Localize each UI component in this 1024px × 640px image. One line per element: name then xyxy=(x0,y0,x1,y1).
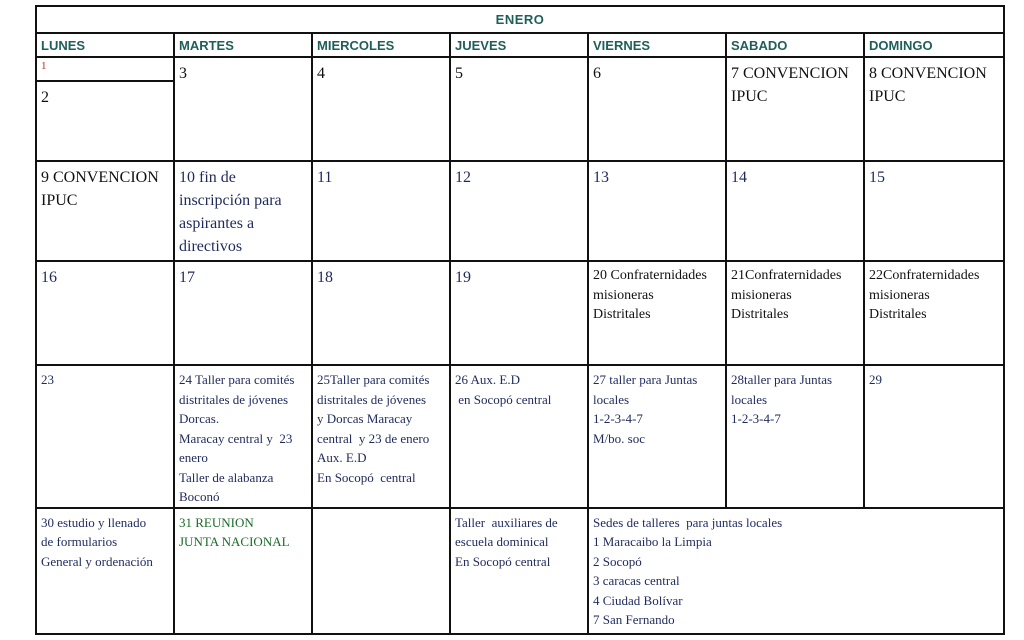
day-cell-25-line: central y 23 de enero xyxy=(317,430,430,446)
day-cell-4: 4 xyxy=(312,57,450,161)
day-header-tuesday: MARTES xyxy=(174,33,312,57)
day-cell-8-line: 8 CONVENCION xyxy=(869,65,987,82)
day-2-label: 2 xyxy=(41,89,49,106)
day-cell-25-line: 25Taller para comités xyxy=(317,372,430,387)
day-cell-7-line: IPUC xyxy=(731,88,768,105)
day-cell-9 xyxy=(36,161,174,261)
venues-line: Sedes de talleres para juntas locales xyxy=(593,514,783,530)
day-cell-9-line: IPUC xyxy=(41,192,78,209)
day-cell-22-line: Distritales xyxy=(869,307,927,322)
day-cell-27-line: 27 taller para Juntas xyxy=(593,372,698,387)
day-cell-28-line: 1-2-3-4-7 xyxy=(731,411,781,426)
venues-line: 4 Ciudad Bolívar xyxy=(593,592,683,608)
workshop-line: Taller auxiliares de xyxy=(455,514,558,530)
day-cell-25 xyxy=(312,365,450,508)
day-cell-26-line: en Socopó central xyxy=(455,391,552,407)
day-cell-10-line: aspirantes a xyxy=(179,215,255,232)
workshop-venues-cell xyxy=(588,508,1004,635)
day-cell-25-line: Aux. E.D xyxy=(317,450,367,465)
day-cell-28-line: locales xyxy=(731,391,768,407)
day-cell-24-line: distritales de jóvenes xyxy=(179,391,289,407)
day-cell-29-line: 29 xyxy=(869,372,882,387)
day-cell-26 xyxy=(450,365,588,508)
day-cell-14: 14 xyxy=(726,161,864,261)
day-cell-24-line: Boconó xyxy=(179,489,220,504)
day-cell-27-line: M/bo. soc xyxy=(593,430,645,446)
day-cell-24 xyxy=(174,365,312,508)
day-cell-21-line: 21Confraternidades xyxy=(731,268,842,283)
day-cell-31 xyxy=(174,508,312,635)
day-cell-22-line: misioneras xyxy=(869,287,930,303)
day-cell-7-line: 7 CONVENCION xyxy=(731,65,849,82)
day-cell-21 xyxy=(726,261,864,365)
day-cell-30 xyxy=(36,508,174,635)
day-cell-25-line: En Socopó central xyxy=(317,469,416,485)
venues-line: 2 Socopó xyxy=(593,553,642,569)
day-cell-24-line: Maracay central y 23 xyxy=(179,430,293,446)
day-cell-3: 3 xyxy=(174,57,312,161)
day-cell-7 xyxy=(726,57,864,161)
day-cell-24-line: Dorcas. xyxy=(179,411,220,426)
day-cell-20-line: misioneras xyxy=(593,287,654,303)
day-cell-8-line: IPUC xyxy=(869,88,906,105)
day-cell-24-line: Taller de alabanza xyxy=(179,469,274,485)
calendar-table xyxy=(35,5,1005,635)
day-header-wednesday: MIERCOLES xyxy=(312,33,450,57)
day-cell-5: 5 xyxy=(450,57,588,161)
day-cell-28-line: 28taller para Juntas xyxy=(731,372,833,387)
day-cell-29 xyxy=(864,365,1004,508)
day-cell-30-line: 30 estudio y llenado xyxy=(41,514,147,530)
day-header-monday: LUNES xyxy=(36,33,174,57)
day-cell-31-line: JUNTA NACIONAL xyxy=(179,534,290,549)
day-cell-9-line: 9 CONVENCION xyxy=(41,169,159,186)
day-cell-27-line: locales xyxy=(593,391,630,407)
day-cell-10 xyxy=(174,161,312,261)
day-cell-17: 17 xyxy=(174,261,312,365)
day-cell-22 xyxy=(864,261,1004,365)
day-cell-12: 12 xyxy=(450,161,588,261)
day-cell-10-line: 10 fin de xyxy=(179,169,236,186)
workshop-line: escuela dominical xyxy=(455,534,549,549)
day-cell-24-line: enero xyxy=(179,450,208,465)
day-cell-8 xyxy=(864,57,1004,161)
day-cell-20-line: Distritales xyxy=(593,307,651,322)
day-header-friday: VIERNES xyxy=(588,33,726,57)
day-header-saturday: SABADO xyxy=(726,33,864,57)
day-cell-27-line: 1-2-3-4-7 xyxy=(593,411,643,426)
day-cell-25-line: distritales de jóvenes xyxy=(317,391,427,407)
day-1-label: 1 xyxy=(37,58,173,82)
day-cell-19: 19 xyxy=(450,261,588,365)
day-header-thursday: JUEVES xyxy=(450,33,588,57)
day-cell-21-line: Distritales xyxy=(731,307,789,322)
day-cell-1-2 xyxy=(36,57,174,161)
day-cell-16: 16 xyxy=(36,261,174,365)
venues-line: 7 San Fernando xyxy=(593,612,675,627)
day-cell-27 xyxy=(588,365,726,508)
day-cell-24-line: 24 Taller para comités xyxy=(179,372,295,387)
day-cell-22-line: 22Confraternidades xyxy=(869,268,980,283)
venues-line: 3 caracas central xyxy=(593,573,680,588)
workshop-cell xyxy=(450,508,588,635)
day-cell-31-line: 31 REUNION xyxy=(179,514,254,530)
day-cell-25-line: y Dorcas Maracay xyxy=(317,411,413,426)
day-cell-30-line: de formularios xyxy=(41,534,118,549)
day-cell-26-line: 26 Aux. E.D xyxy=(455,372,520,387)
workshop-line: En Socopó central xyxy=(455,553,551,569)
day-cell-15: 15 xyxy=(864,161,1004,261)
day-cell-6: 6 xyxy=(588,57,726,161)
day-cell-30-line: General y ordenación xyxy=(41,553,153,569)
venues-line: 1 Maracaibo la Limpia xyxy=(593,534,712,549)
day-cell-10-line: inscripción para xyxy=(179,192,282,209)
day-cell-11: 11 xyxy=(312,161,450,261)
day-cell-20 xyxy=(588,261,726,365)
day-cell-23 xyxy=(36,365,174,508)
day-header-sunday: DOMINGO xyxy=(864,33,1004,57)
day-cell-20-line: 20 Confraternidades xyxy=(593,268,707,283)
day-cell-21-line: misioneras xyxy=(731,287,792,303)
day-cell-23-line: 23 xyxy=(41,372,54,387)
day-cell-10-line: directivos xyxy=(179,238,243,255)
day-cell-13: 13 xyxy=(588,161,726,261)
empty-cell xyxy=(312,508,450,635)
month-title: ENERO xyxy=(36,6,1004,33)
day-cell-28 xyxy=(726,365,864,508)
day-cell-18: 18 xyxy=(312,261,450,365)
